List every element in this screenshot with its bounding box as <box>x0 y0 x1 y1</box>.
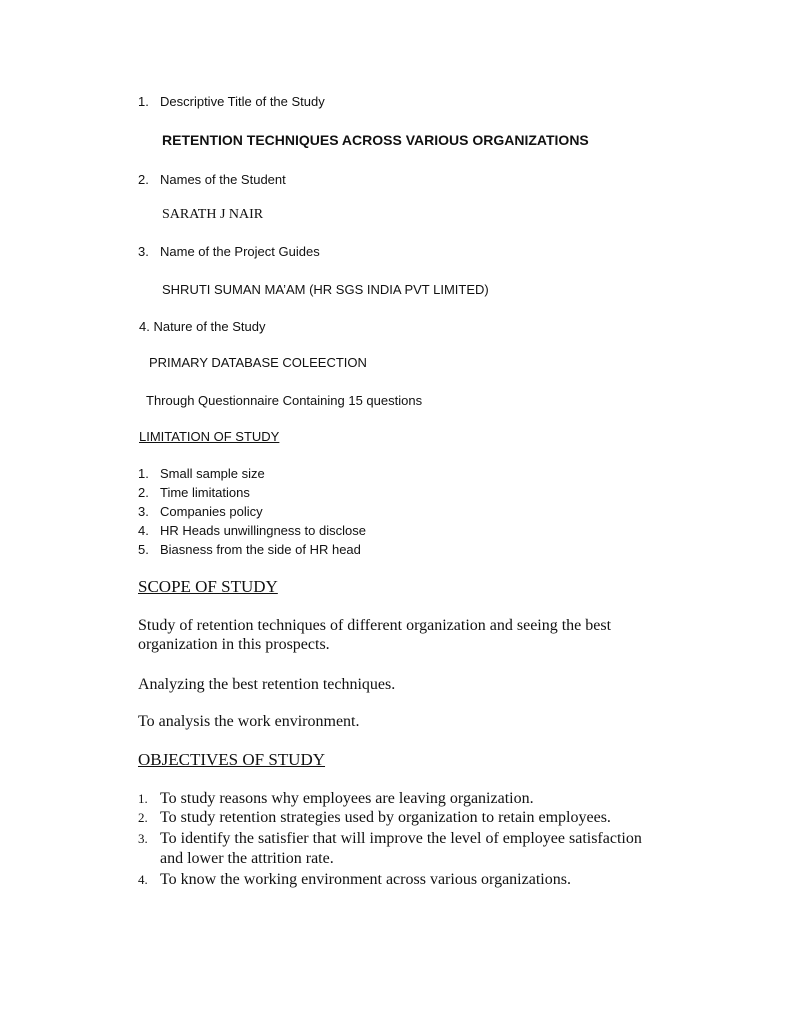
objective-number: 1. <box>138 791 148 806</box>
objective-number: 2. <box>138 810 148 825</box>
limitation-text: Time limitations <box>160 485 250 500</box>
nature-of-study-value: PRIMARY DATABASE COLEECTION <box>149 355 367 370</box>
scope-paragraph-3: To analysis the work environment. <box>138 713 360 730</box>
section-2-label-row <box>138 172 286 187</box>
nature-of-study-detail: Through Questionnaire Containing 15 questions <box>146 393 423 408</box>
section-3-label-row <box>138 244 320 259</box>
limitation-number: 2. <box>138 485 149 500</box>
project-guide-name: SHRUTI SUMAN MA’AM (HR SGS INDIA PVT LIMITED) <box>162 282 489 297</box>
limitation-text: Biasness from the side of HR head <box>160 542 361 557</box>
objective-item <box>138 830 642 848</box>
section-3-number: 3. <box>138 244 149 259</box>
section-1-label: Descriptive Title of the Study <box>160 94 325 109</box>
student-name: SARATH J NAIR <box>162 207 264 222</box>
scope-paragraph-2: Analyzing the best retention techniques. <box>138 676 396 693</box>
limitation-text: Companies policy <box>160 504 263 519</box>
limitation-item <box>138 466 265 481</box>
section-1-label-row <box>138 94 325 109</box>
limitation-number: 5. <box>138 542 149 557</box>
objective-text: To know the working environment across various organizations. <box>160 871 571 888</box>
section-4-label: 4. Nature of the Study <box>139 319 266 334</box>
section-2-label: Names of the Student <box>160 172 286 187</box>
objective-item <box>138 871 571 889</box>
limitation-item <box>138 504 263 519</box>
limitation-item <box>138 485 250 500</box>
objective-item <box>138 809 611 827</box>
scope-paragraph-1-line-1: Study of retention techniques of different organization and seeing the best <box>138 617 612 634</box>
objective-text: To study retention strategies used by organization to retain employees. <box>160 809 611 826</box>
section-1-number: 1. <box>138 94 149 109</box>
limitation-number: 1. <box>138 466 149 481</box>
objectives-heading: OBJECTIVES OF STUDY <box>138 750 326 769</box>
limitation-number: 4. <box>138 523 149 538</box>
scope-heading: SCOPE OF STUDY <box>138 577 278 596</box>
section-3-label: Name of the Project Guides <box>160 244 320 259</box>
objective-number: 4. <box>138 872 148 887</box>
objective-text: To identify the satisfier that will improve the level of employee satisfaction <box>160 830 642 847</box>
study-title: RETENTION TECHNIQUES ACROSS VARIOUS ORGANIZATIONS <box>162 132 589 148</box>
objective-item-continuation: and lower the attrition rate. <box>160 850 334 867</box>
objective-item <box>138 790 534 808</box>
limitation-text: HR Heads unwillingness to disclose <box>160 523 366 538</box>
scope-paragraph-1-line-2: organization in this prospects. <box>138 636 330 653</box>
limitation-number: 3. <box>138 504 149 519</box>
objective-number: 3. <box>138 831 148 846</box>
limitations-heading: LIMITATION OF STUDY <box>139 429 280 444</box>
section-2-number: 2. <box>138 172 149 187</box>
limitation-item <box>138 523 366 538</box>
limitation-item <box>138 542 361 557</box>
limitation-text: Small sample size <box>160 466 265 481</box>
objective-text: To study reasons why employees are leaving organization. <box>160 790 534 807</box>
